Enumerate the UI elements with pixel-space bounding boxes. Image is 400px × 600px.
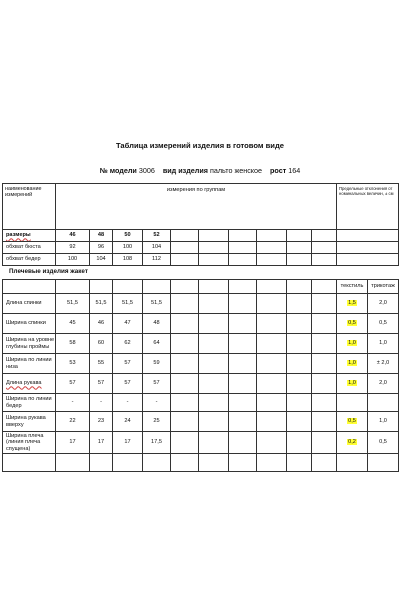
cell: - (90, 394, 113, 412)
sizes-label: размеры (3, 230, 56, 242)
cell: 108 (113, 254, 143, 266)
model-label: № модели (99, 166, 137, 175)
document-title: Таблица измерений изделия в готовом виде (115, 141, 285, 150)
cell: 46 (90, 314, 113, 334)
table-row (3, 432, 399, 454)
size-50: 50 (113, 230, 143, 242)
row-label: Ширина на уровне глубины проймы (3, 334, 56, 354)
model-number: 3006 (138, 166, 155, 175)
row-label: обхват бюста (3, 242, 56, 254)
textile-tolerance: 1,0 (348, 380, 356, 387)
textile-tolerance: 0,2 (348, 439, 356, 446)
knit-tolerance: 0,5 (368, 432, 399, 454)
table-row (3, 294, 399, 314)
row-label: Ширина по линии низа (3, 354, 56, 374)
cell: 58 (56, 334, 90, 354)
cell: 60 (90, 334, 113, 354)
cell: 48 (143, 314, 171, 334)
cell: 104 (143, 242, 171, 254)
cell: 17,5 (143, 432, 171, 454)
deviations-header: Предельные отклонения от номинальных величин, ± см (337, 184, 399, 230)
table-row (3, 254, 399, 266)
textile-tolerance: 1,0 (348, 340, 356, 347)
table-row (3, 242, 399, 254)
table-row (3, 454, 399, 472)
row-label: Ширина рукава вверху (3, 412, 56, 432)
cell: - (56, 394, 90, 412)
cell: 100 (56, 254, 90, 266)
cell: 104 (90, 254, 113, 266)
cell: 47 (113, 314, 143, 334)
row-label: Длина спинки (3, 294, 56, 314)
textile-tolerance: 1,0 (348, 360, 356, 367)
cell: 55 (90, 354, 113, 374)
groups-header: измерения по группам (56, 184, 337, 230)
size-52: 52 (143, 230, 171, 242)
cell: 25 (143, 412, 171, 432)
cell: 17 (90, 432, 113, 454)
cell: 57 (113, 354, 143, 374)
measurement-table (2, 279, 399, 472)
cell: 45 (56, 314, 90, 334)
knit-tolerance: ± 2,0 (368, 354, 399, 374)
row-label: Ширина спинки (3, 314, 56, 334)
name-header: наименование измерений (3, 184, 56, 230)
col-textile: текстиль (337, 280, 368, 294)
table-row (3, 374, 399, 394)
cell: - (113, 394, 143, 412)
cell: 59 (143, 354, 171, 374)
size-48: 48 (90, 230, 113, 242)
table-row (3, 412, 399, 432)
model-line (0, 166, 400, 175)
cell: 51,5 (56, 294, 90, 314)
knit-tolerance: 1,0 (368, 334, 399, 354)
cell: 51,5 (90, 294, 113, 314)
cell: 17 (113, 432, 143, 454)
textile-tolerance: 1,5 (348, 300, 356, 307)
cell: 92 (56, 242, 90, 254)
row-label: Ширина по линии бедер (3, 394, 56, 412)
row-label (3, 454, 56, 472)
knit-tolerance: 0,5 (368, 314, 399, 334)
cell: 22 (56, 412, 90, 432)
cell: 96 (90, 242, 113, 254)
cell: 51,5 (113, 294, 143, 314)
cell: 17 (56, 432, 90, 454)
cell: 57 (90, 374, 113, 394)
size-46: 46 (56, 230, 90, 242)
row-label: Длина рукава (3, 374, 56, 394)
cell: 51,5 (143, 294, 171, 314)
type-value: пальто женское (209, 166, 263, 175)
col-knit: трикотаж (368, 280, 399, 294)
knit-tolerance: 2,0 (368, 294, 399, 314)
knit-tolerance: 2,0 (368, 374, 399, 394)
row-label: обхват бедер (3, 254, 56, 266)
knit-tolerance: 1,0 (368, 412, 399, 432)
table-row (3, 354, 399, 374)
table-row (3, 334, 399, 354)
row-label: Ширина плеча (линия плеча спущена) (3, 432, 56, 454)
textile-tolerance (337, 394, 368, 412)
cell: 100 (113, 242, 143, 254)
cell: 57 (113, 374, 143, 394)
cell: 53 (56, 354, 90, 374)
height-value: 164 (288, 166, 301, 175)
table-row (3, 394, 399, 412)
table-row (3, 314, 399, 334)
cell: 23 (90, 412, 113, 432)
cell: 24 (113, 412, 143, 432)
textile-tolerance: 0,5 (348, 320, 356, 327)
cell: 62 (113, 334, 143, 354)
type-label: вид изделия (162, 166, 208, 175)
cell: 57 (143, 374, 171, 394)
textile-tolerance: 0,5 (348, 418, 356, 425)
knit-tolerance (368, 394, 399, 412)
cell: 57 (56, 374, 90, 394)
cell: 112 (143, 254, 171, 266)
height-label: рост (270, 166, 287, 175)
cell: 64 (143, 334, 171, 354)
size-table (2, 183, 399, 266)
cell: - (143, 394, 171, 412)
section-title: Плечевые изделия жакет (9, 268, 88, 275)
